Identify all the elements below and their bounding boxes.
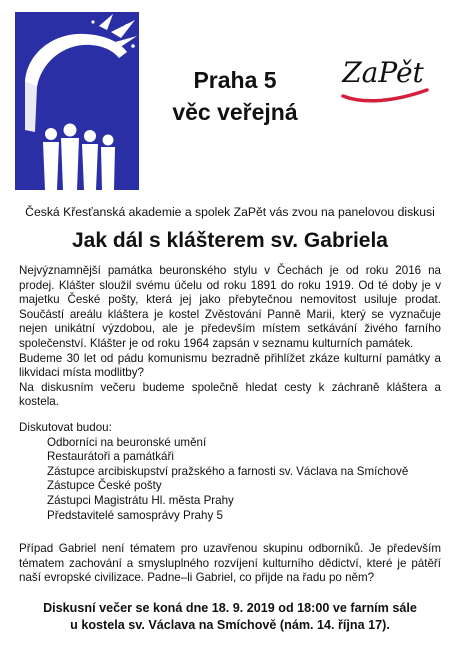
splash-figures-icon	[15, 12, 139, 190]
header-title-line1: Praha 5	[193, 67, 277, 93]
header-title-line2: věc veřejná	[172, 99, 298, 125]
body-text	[19, 264, 441, 410]
paragraph-discussion: Na diskusním večeru budeme společně hledat cesty k záchraně kláštera a kostela.	[19, 380, 441, 409]
main-title: Jak dál s klášterem sv. Gabriela	[72, 229, 388, 252]
event-line1: Diskusní večer se koná dne 18. 9. 2019 od 18:00 ve farním sále	[43, 601, 417, 615]
praha5-logo	[15, 12, 139, 190]
event-line2: u kostela sv. Václava na Smíchově (nám. 14. října 17).	[70, 618, 390, 632]
list-item: Odborníci na beuronské umění	[47, 435, 207, 449]
discussants-section	[19, 421, 441, 523]
zapet-logo-icon	[333, 44, 433, 116]
list-item: Zástupce arcibiskupství pražského a farnosti sv. Václava na Smíchově	[47, 464, 409, 478]
zapet-logo-text: ZaPět	[342, 56, 424, 89]
list-item: Restaurátoři a památkáři	[47, 450, 174, 464]
list-item: Představitelé samosprávy Prahy 5	[47, 508, 223, 522]
discussants-heading: Diskutovat budou:	[19, 421, 112, 434]
list-item: Zástupci Magistrátu Hl. města Prahy	[47, 493, 234, 507]
paragraph-question: Budeme 30 let od pádu komunismu bezradně přihlížet zkáze kulturní památky a likvidaci místa modlitby?	[19, 351, 441, 380]
discussants-list	[19, 436, 441, 524]
invite-line: Česká Křesťanská akademie a spolek ZaPět vás zvou na panelovou diskusi	[25, 205, 435, 219]
event-info	[0, 600, 460, 634]
list-item: Zástupce České pošty	[47, 479, 162, 493]
paragraph-history: Nejvýznamnější památka beuronského stylu v Čechách je od roku 2016 na prodej. Klášter sloužil svému účelu od roku 1891 do roku 1919. Od té doby je v majetku České pošty, která jej jako přebytečnou nemovitost usiluje prodat. Součástí areálu kláštera je kostel Zvěstování Panně Marii, který se vyznačuje nejen unikátní výzdobou, ale je především místem setkávání živého farního společenství. Klášter je od roku 1964 zapsán v seznamu kulturních památek.	[19, 264, 441, 350]
zapet-logo	[333, 44, 433, 116]
closing-paragraph: Případ Gabriel není tématem pro uzavřenou skupinu odborníků. Je především tématem zachování a smysluplného rozvíjení kulturního dědictví, které je pátěří naší evropské civilizace. Padne–li Gabriel, co přijde na řadu po něm?	[19, 542, 441, 585]
header-title	[150, 64, 320, 128]
